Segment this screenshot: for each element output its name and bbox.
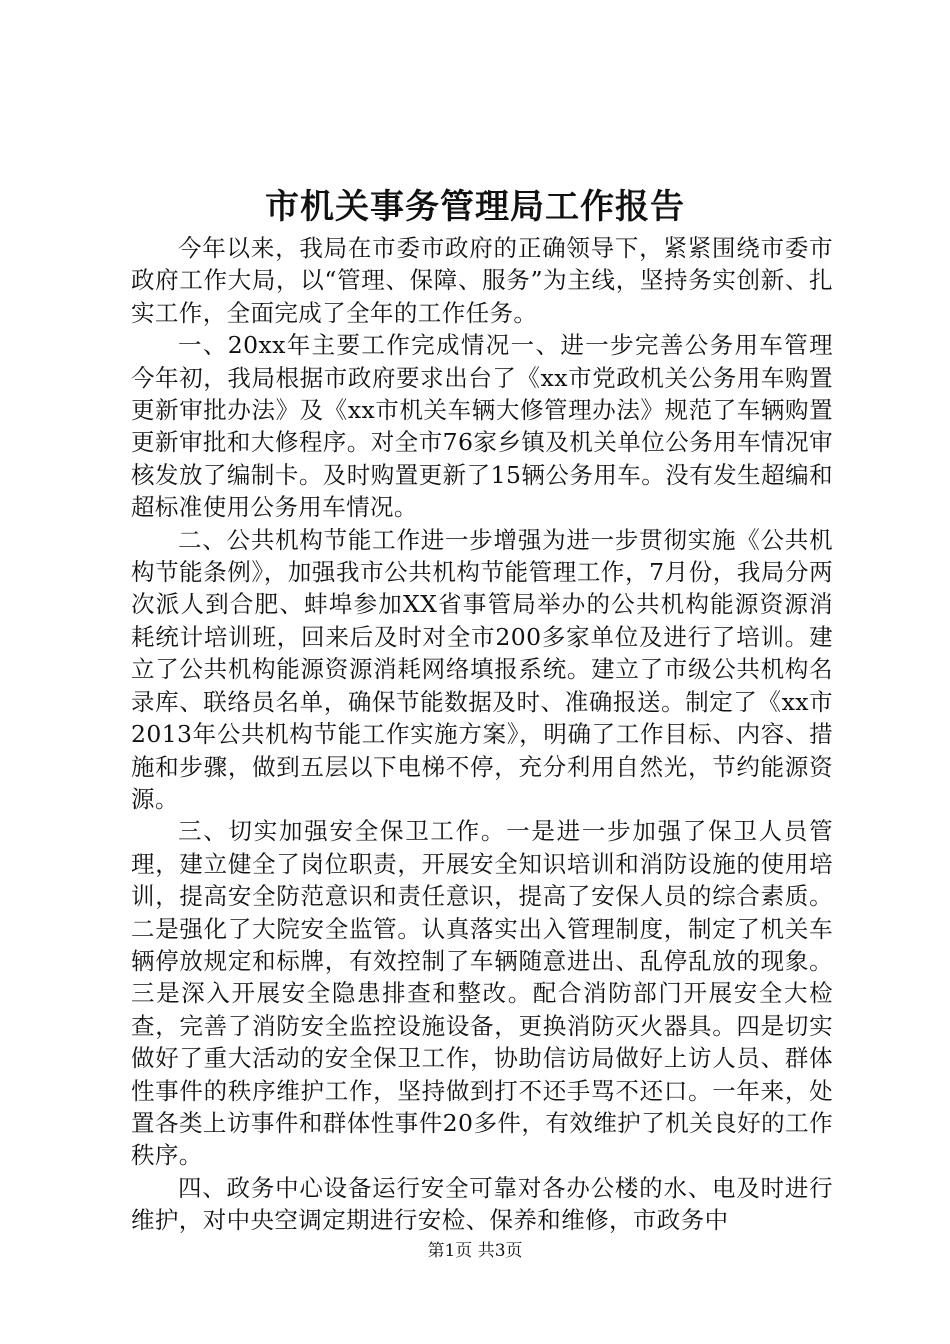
- paragraph-section-4: 四、政务中心设备运行安全可靠对各办公楼的水、电及时进行维护，对中央空调定期进行安检、保养和维修，市政务中: [131, 1173, 833, 1235]
- paragraph-intro: 今年以来，我局在市委市政府的正确领导下，紧紧围绕市委市政府工作大局，以“管理、保障、服务”为主线，坚持务实创新、扎实工作，全面完成了全年的工作任务。: [131, 234, 833, 327]
- paragraph-section-2: 二、公共机构节能工作进一步增强为进一步贯彻实施《公共机构节能条例》，加强我市公共机构节能管理工作，7月份，我局分两次派人到合肥、蚌埠参加XX省事管局举办的公共机构能源资源消耗统计培训班，回来后及时对全市200多家单位及进行了培训。建立了公共机构能源资源消耗网络填报系统。建立了市级公共机构名录库、联络员名单，确保节能数据及时、准确报送。制定了《xx市2013年公共机构节能工作实施方案》，明确了工作目标、内容、措施和步骤，做到五层以下电梯不停，充分利用自然光，节约能源资源。: [131, 525, 833, 813]
- document-title: 市机关事务管理局工作报告: [265, 187, 685, 227]
- paragraph-section-3: 三、切实加强安全保卫工作。一是进一步加强了保卫人员管理，建立健全了岗位职责，开展安全知识培训和消防设施的使用培训，提高安全防范意识和责任意识，提高了安保人员的综合素质。二是强化了大院安全监管。认真落实出入管理制度，制定了机关车辆停放规定和标牌，有效控制了车辆随意进出、乱停乱放的现象。三是深入开展安全隐患排查和整改。配合消防部门开展安全大检查，完善了消防安全监控设施设备，更换消防灭火器具。四是切实做好了重大活动的安全保卫工作，协助信访局做好上访人员、群体性事件的秩序维护工作，坚持做到打不还手骂不还口。一年来，处置各类上访事件和群体性事件20多件，有效维护了机关良好的工作秩序。: [131, 817, 833, 1170]
- paragraph-section-1: 一、20xx年主要工作完成情况一、进一步完善公务用车管理今年初，我局根据市政府要求出台了《xx市党政机关公务用车购置更新审批办法》及《xx市机关车辆大修管理办法》规范了车辆购置更新审批和大修程序。对全市76家乡镇及机关单位公务用车情况审核发放了编制卡。及时购置更新了15辆公务用车。没有发生超编和超标准使用公务用车情况。: [131, 331, 833, 522]
- document-body: [131, 232, 833, 1237]
- page-footer: 第1页 共3页: [427, 1241, 523, 1261]
